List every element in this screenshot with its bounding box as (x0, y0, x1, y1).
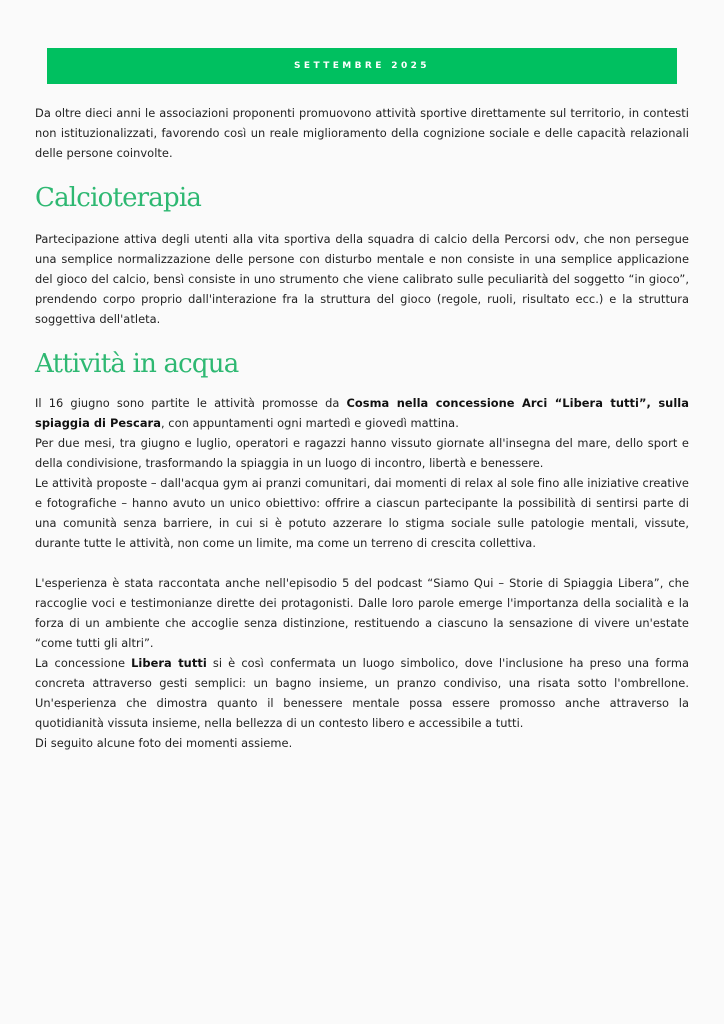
acqua-p5-bold: Libera tutti (131, 656, 207, 670)
acqua-p1-tail: , con appuntamenti ogni martedì e giovedì mattina. (160, 416, 459, 430)
article-body (35, 103, 689, 753)
date-banner (47, 48, 677, 84)
acqua-p1-text: Il 16 giugno sono partite le attività promosse da (35, 396, 347, 410)
acqua-p1-bold: Cosma nella concessione Arci “Libera tutti”, sulla spiaggia di Pescara (35, 396, 689, 430)
intro-paragraph: Da oltre dieci anni le associazioni proponenti promuovono attività sportive direttamente sul territorio, in contesti non istituzionalizzati, favorendo così un reale miglioramento della cognizione sociale e delle capacità relazionali delle persone coinvolte. (35, 106, 689, 160)
section-heading-calcioterapia: Calcioterapia (35, 183, 202, 213)
calcioterapia-paragraph: Partecipazione attiva degli utenti alla vita sportiva della squadra di calcio della Percorsi odv, che non persegue una semplice normalizzazione delle persone con disturbo mentale e non consiste in una semplice applicazione del gioco del calcio, bensì consiste in uno strumento che viene calibrato sulle peculiarità del soggetto “in gioco”, prendendo corpo proprio dall'interazione fra la struttura del gioco (regole, ruoli, risultato ecc.) e la struttura soggettiva dell'atleta. (35, 232, 689, 326)
acqua-paragraph-start (35, 393, 689, 433)
acqua-p5-text: La concessione (35, 656, 132, 670)
acqua-paragraph-photos: Di seguito alcune foto dei momenti assieme. (35, 736, 293, 750)
section-heading-attivita-in-acqua: Attività in acqua (35, 349, 239, 379)
banner-label: SETTEMBRE 2025 (294, 61, 430, 71)
acqua-paragraph-concessione (35, 653, 689, 733)
acqua-p5-tail: si è così confermata un luogo simbolico, dove l'inclusione ha preso una forma concreta attraverso gesti semplici: un bagno insieme, un pranzo condiviso, una risata sotto l'ombrellone. Un'esperienza che dimostra quanto il benessere mentale possa essere promosso anche attraverso la quotidianità vissuta insieme, nella bellezza di un contesto libero e accessibile a tutti. (35, 656, 689, 730)
acqua-paragraph-activities: Le attività proposte – dall'acqua gym ai pranzi comunitari, dai momenti di relax al sole fino alle iniziative creative e fotografiche – hanno avuto un unico obiettivo: offrire a ciascun partecipante la possibilità di sentirsi parte di una comunità senza barriere, in cui si è potuto azzerare lo stigma sociale sulle patologie mentali, vissute, durante tutte le attività, non come un limite, ma come un terreno di crescita collettiva. (35, 476, 689, 550)
acqua-paragraph-podcast: L'esperienza è stata raccontata anche nell'episodio 5 del podcast “Siamo Qui – Storie di Spiaggia Libera”, che raccoglie voci e testimonianze dirette dei protagonisti. Dalle loro parole emerge l'importanza della socialità e la forza di un ambiente che accoglie senza distinzione, restituendo a ciascuno la sensazione di vivere un'estate “come tutti gli altri”. (35, 576, 689, 650)
acqua-paragraph-two-months: Per due mesi, tra giugno e luglio, operatori e ragazzi hanno vissuto giornate all'insegna del mare, dello sport e della condivisione, trasformando la spiaggia in un luogo di incontro, libertà e benessere. (35, 436, 689, 470)
